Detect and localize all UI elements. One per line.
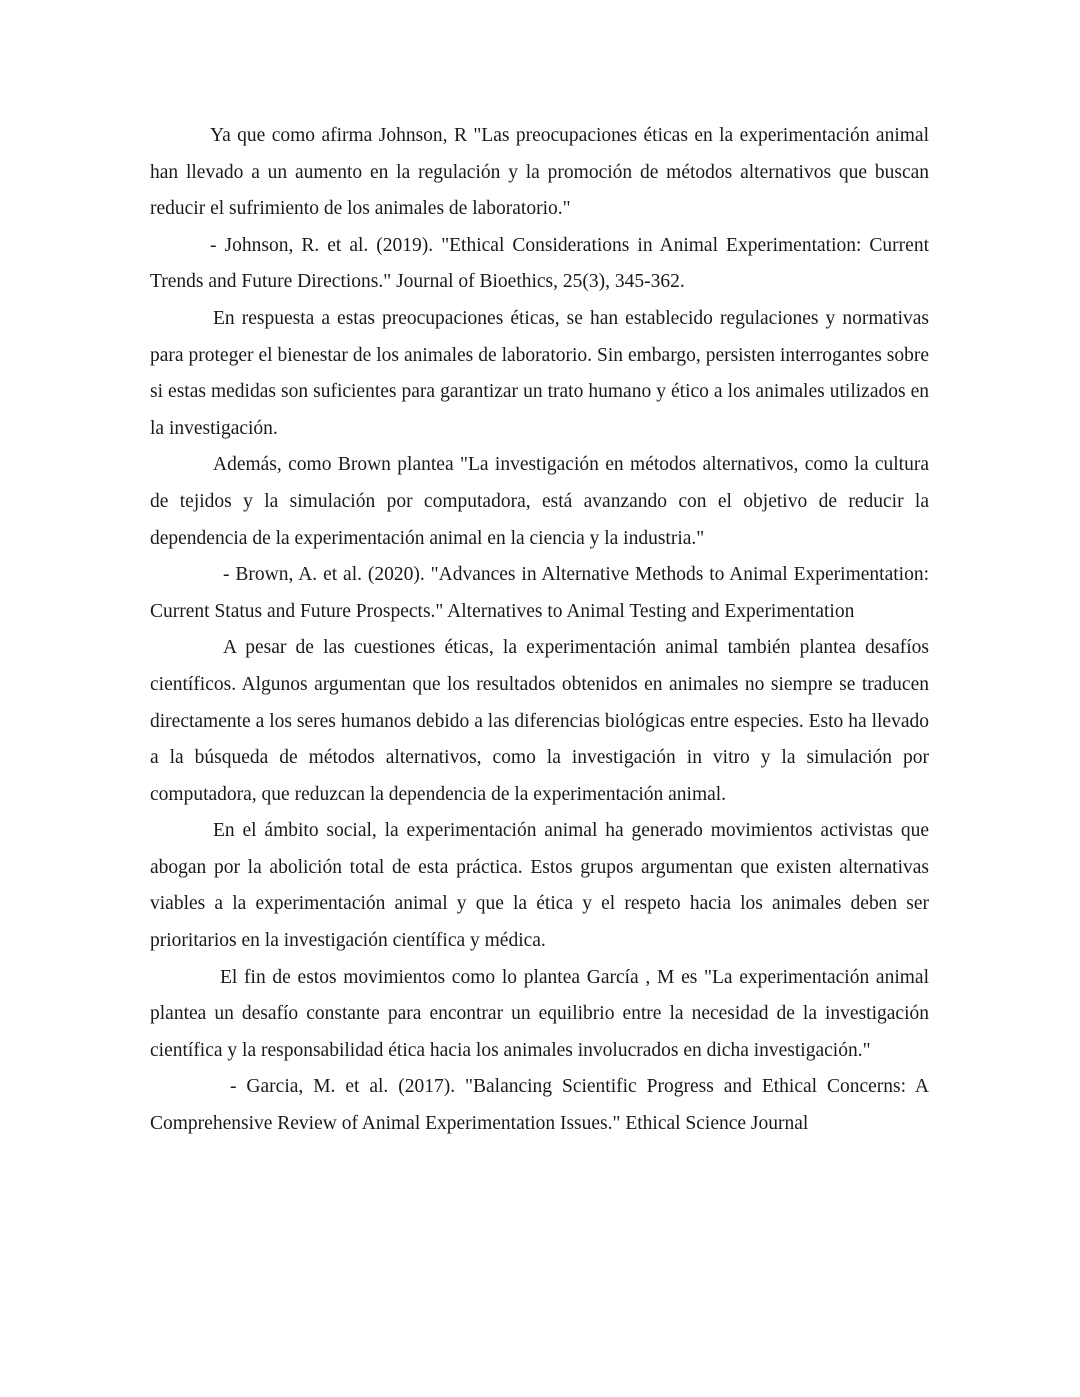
paragraph-regulations: En respuesta a estas preocupaciones éticas, se han establecido regulaciones y normativas para proteger el bienestar de los animales de laboratorio. Sin embargo, persisten interrogantes sobre si estas medidas son suficientes para garantizar un trato humano y ético a los animales utilizados en la investigación. [150, 307, 929, 439]
paragraph-scientific-challenges: A pesar de las cuestiones éticas, la experimentación animal también plantea desafíos científicos. Algunos argumentan que los resultados obtenidos en animales no siempre se traducen directamente a los seres humanos debido a las diferencias biológicas entre especies. Esto ha llevado a la búsqueda de métodos alternativos, como la investigación in vitro y la simulación por computadora, que reduzcan la dependencia de la experimentación animal. [150, 637, 929, 805]
paragraph-garcia-quote: El fin de estos movimientos como lo plantea García , M es "La experimentación animal plantea un desafío constante para encontrar un equilibrio entre la necesidad de la investigación científica y la responsabilidad ética hacia los animales involucrados en dicha investigación." [150, 966, 929, 1061]
paragraph-johnson-quote: Ya que como afirma Johnson, R "Las preocupaciones éticas en la experimentación animal han llevado a un aumento en la regulación y la promoción de métodos alternativos que buscan reducir el sufrimiento de los animales de laboratorio." [150, 125, 929, 220]
citation-brown: - Brown, A. et al. (2020). "Advances in Alternative Methods to Animal Experimentation: Current Status and Future Prospects." Alternatives to Animal Testing and Experimentation [150, 564, 929, 622]
paragraph-social-movements: En el ámbito social, la experimentación animal ha generado movimientos activistas que abogan por la abolición total de esta práctica. Estos grupos argumentan que existen alternativas viables a la experimentación animal y que la ética y el respeto hacia los animales deben ser prioritarios en la investigación científica y médica. [150, 820, 929, 952]
citation-johnson: - Johnson, R. et al. (2019). "Ethical Considerations in Animal Experimentation: Current Trends and Future Directions." Journal of Bioethics, 25(3), 345-362. [150, 234, 929, 293]
paragraph-brown-quote: Además, como Brown plantea "La investigación en métodos alternativos, como la cultura de tejidos y la simulación por computadora, está avanzando con el objetivo de reducir la dependencia de la experimentación animal en la ciencia y la industria." [150, 454, 929, 549]
document-page [150, 118, 929, 1143]
citation-garcia: - Garcia, M. et al. (2017). "Balancing Scientific Progress and Ethical Concerns: A Comprehensive Review of Animal Experimentation Issues." Ethical Science Journal [150, 1076, 929, 1135]
